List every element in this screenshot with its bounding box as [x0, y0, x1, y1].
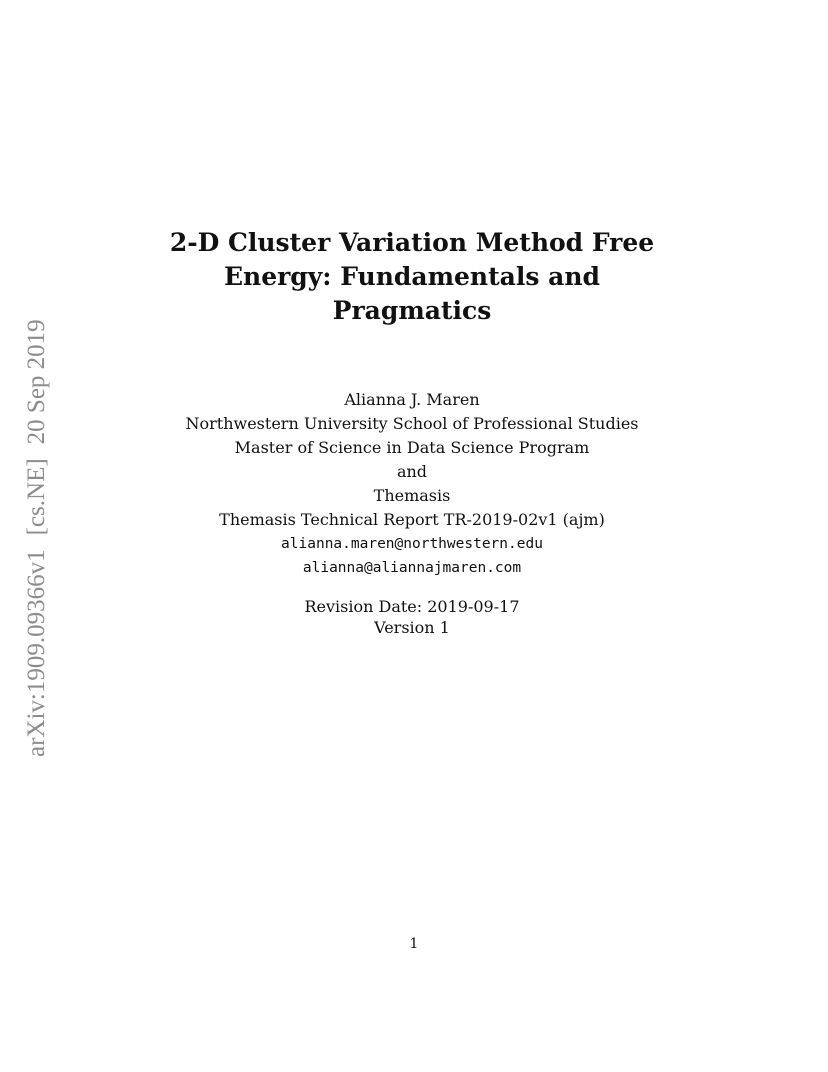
title-line-1: 2-D Cluster Variation Method Free	[169, 228, 655, 257]
arxiv-id: arXiv:1909.09366v1	[23, 549, 50, 757]
author-email-personal[interactable]: alianna@aliannajmaren.com	[302, 560, 522, 576]
revision-block	[110, 596, 714, 638]
technical-report-number: Themasis Technical Report TR-2019-02v1 (ajm)	[219, 510, 605, 529]
arxiv-date: 20 Sep 2019	[23, 319, 50, 445]
page-number: 1	[409, 936, 419, 952]
version-label: Version 1	[374, 618, 450, 637]
author-affiliation-company: Themasis	[373, 486, 451, 505]
title-line-3: Pragmatics	[332, 296, 492, 325]
revision-date: Revision Date: 2019-09-17	[304, 597, 520, 616]
title-line-2: Energy: Fundamentals and	[223, 262, 600, 291]
arxiv-category: [cs.NE]	[23, 458, 50, 536]
author-affiliation-program: Master of Science in Data Science Program	[234, 438, 590, 457]
author-affiliation-university: Northwestern University School of Professional Studies	[185, 414, 639, 433]
author-email-university[interactable]: alianna.maren@northwestern.edu	[281, 536, 543, 552]
author-block	[110, 388, 714, 580]
author-conjunction: and	[396, 462, 428, 481]
paper-title	[110, 226, 714, 328]
author-name: Alianna J. Maren	[344, 390, 480, 409]
arxiv-identifier-stamp	[22, 287, 52, 757]
